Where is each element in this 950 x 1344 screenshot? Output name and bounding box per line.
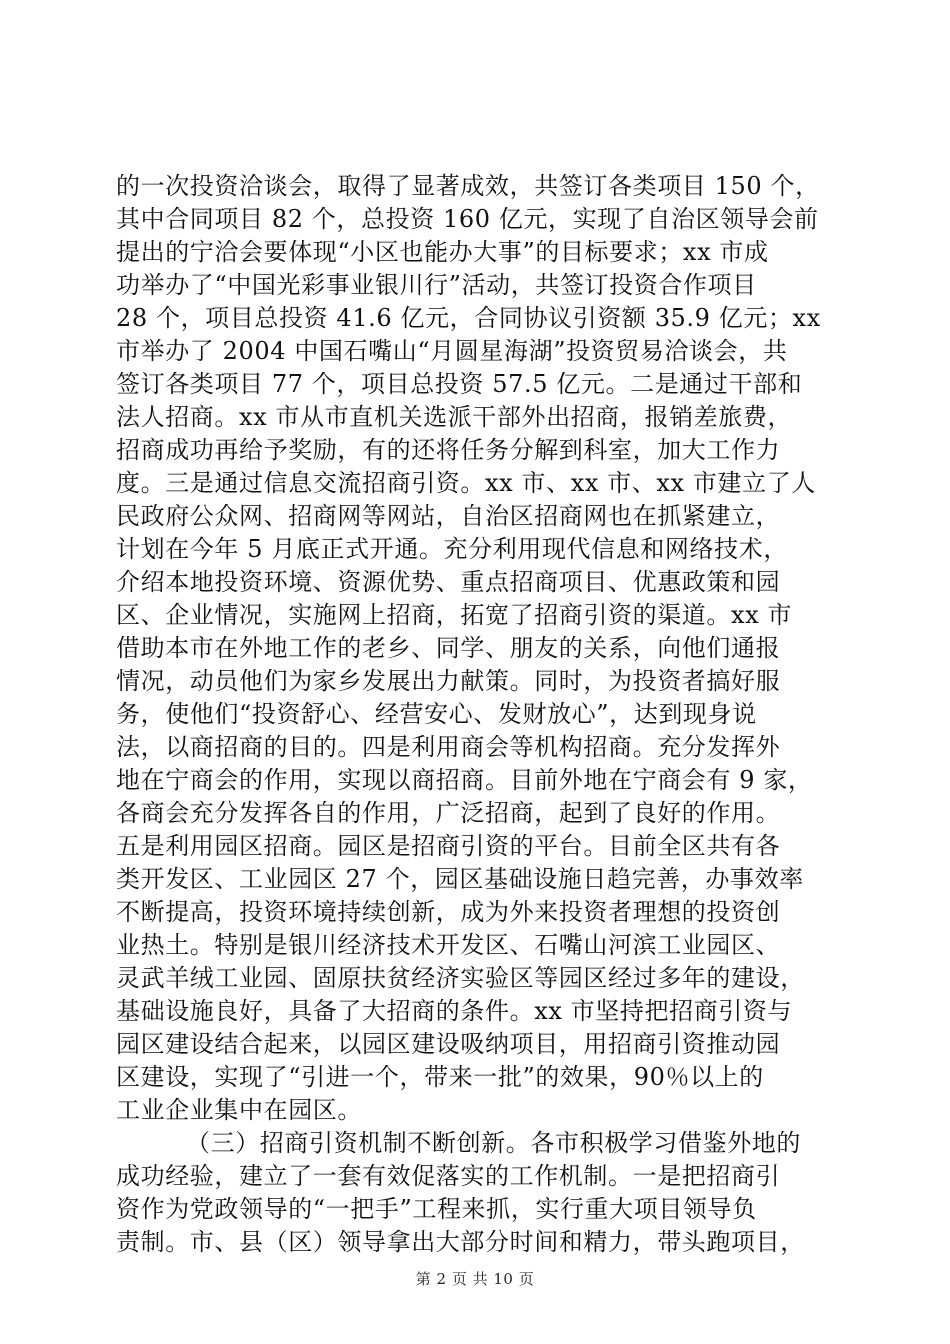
text-line: 业热土。特别是银川经济技术开发区、石嘴山河滨工业园区、 <box>116 931 781 959</box>
text-line: 成功经验，建立了一套有效促落实的工作机制。一是把招商引 <box>116 1162 781 1190</box>
text-line: 招商成功再给予奖励，有的还将任务分解到科室，加大工作力 <box>116 436 781 464</box>
text-line: 区、企业情况，实施网上招商，拓宽了招商引资的渠道。xx 市 <box>116 601 793 629</box>
text-line: 各商会充分发挥各自的作用，广泛招商，起到了良好的作用。 <box>116 799 781 827</box>
text-line: 责制。市、县（区）领导拿出大部分时间和精力，带头跑项目， <box>116 1228 805 1256</box>
text-line: 区建设，实现了“引进一个，带来一批”的效果，90％以上的 <box>116 1063 764 1091</box>
body-text <box>116 170 846 1259</box>
section-heading-line: （三）招商引资机制不断创新。各市积极学习借鉴外地的 <box>186 1129 801 1157</box>
text-line: 法人招商。xx 市从市直机关选派干部外出招商，报销差旅费， <box>116 403 793 431</box>
text-line: 基础设施良好，具备了大招商的条件。xx 市坚持把招商引资与 <box>116 997 793 1025</box>
text-line: 资作为党政领导的“一把手”工程来抓，实行重大项目领导负 <box>116 1195 757 1223</box>
text-line: 计划在今年 5 月底正式开通。充分利用现代信息和网络技术， <box>116 535 788 563</box>
text-line: 签订各类项目 77 个，项目总投资 57.5 亿元。二是通过干部和 <box>116 370 803 398</box>
text-line: 市举办了 2004 中国石嘴山“月圆星海湖”投资贸易洽谈会，共 <box>116 337 788 365</box>
text-line: 园区建设结合起来，以园区建设吸纳项目，用招商引资推动园 <box>116 1030 781 1058</box>
text-line: 功举办了“中国光彩事业银川行”活动，共签订投资合作项目 <box>116 271 757 299</box>
text-line: 度。三是通过信息交流招商引资。xx 市、xx 市、xx 市建立了人 <box>116 469 816 497</box>
text-line: 法，以商招商的目的。四是利用商会等机构招商。充分发挥外 <box>116 733 781 761</box>
text-line: 提出的宁洽会要体现“小区也能办大事”的目标要求；xx 市成 <box>116 238 769 266</box>
text-line: 情况，动员他们为家乡发展出力献策。同时，为投资者搞好服 <box>116 667 781 695</box>
text-line: 的一次投资洽谈会，取得了显著成效，共签订各类项目 150 个， <box>116 172 820 200</box>
page-number-footer: 第 2 页 共 10 页 <box>415 1270 535 1288</box>
text-line: 五是利用园区招商。园区是招商引资的平台。目前全区共有各 <box>116 832 781 860</box>
text-line: 28 个，项目总投资 41.6 亿元，合同协议引资额 35.9 亿元；xx <box>116 304 821 332</box>
text-line: 借助本市在外地工作的老乡、同学、朋友的关系，向他们通报 <box>116 634 781 662</box>
text-line: 地在宁商会的作用，实现以商招商。目前外地在宁商会有 9 家， <box>116 766 813 794</box>
text-line: 民政府公众网、招商网等网站，自治区招商网也在抓紧建立， <box>116 502 781 530</box>
text-line: 其中合同项目 82 个，总投资 160 亿元，实现了自治区领导会前 <box>116 205 819 233</box>
text-line: 灵武羊绒工业园、固原扶贫经济实验区等园区经过多年的建设， <box>116 964 805 992</box>
text-line: 工业企业集中在园区。 <box>116 1096 362 1124</box>
text-line: 类开发区、工业园区 27 个，园区基础设施日趋完善，办事效率 <box>116 865 804 893</box>
text-line: 介绍本地投资环境、资源优势、重点招商项目、优惠政策和园 <box>116 568 781 596</box>
text-line: 务，使他们“投资舒心、经营安心、发财放心”，达到现身说 <box>116 700 757 728</box>
text-line: 不断提高，投资环境持续创新，成为外来投资者理想的投资创 <box>116 898 781 926</box>
